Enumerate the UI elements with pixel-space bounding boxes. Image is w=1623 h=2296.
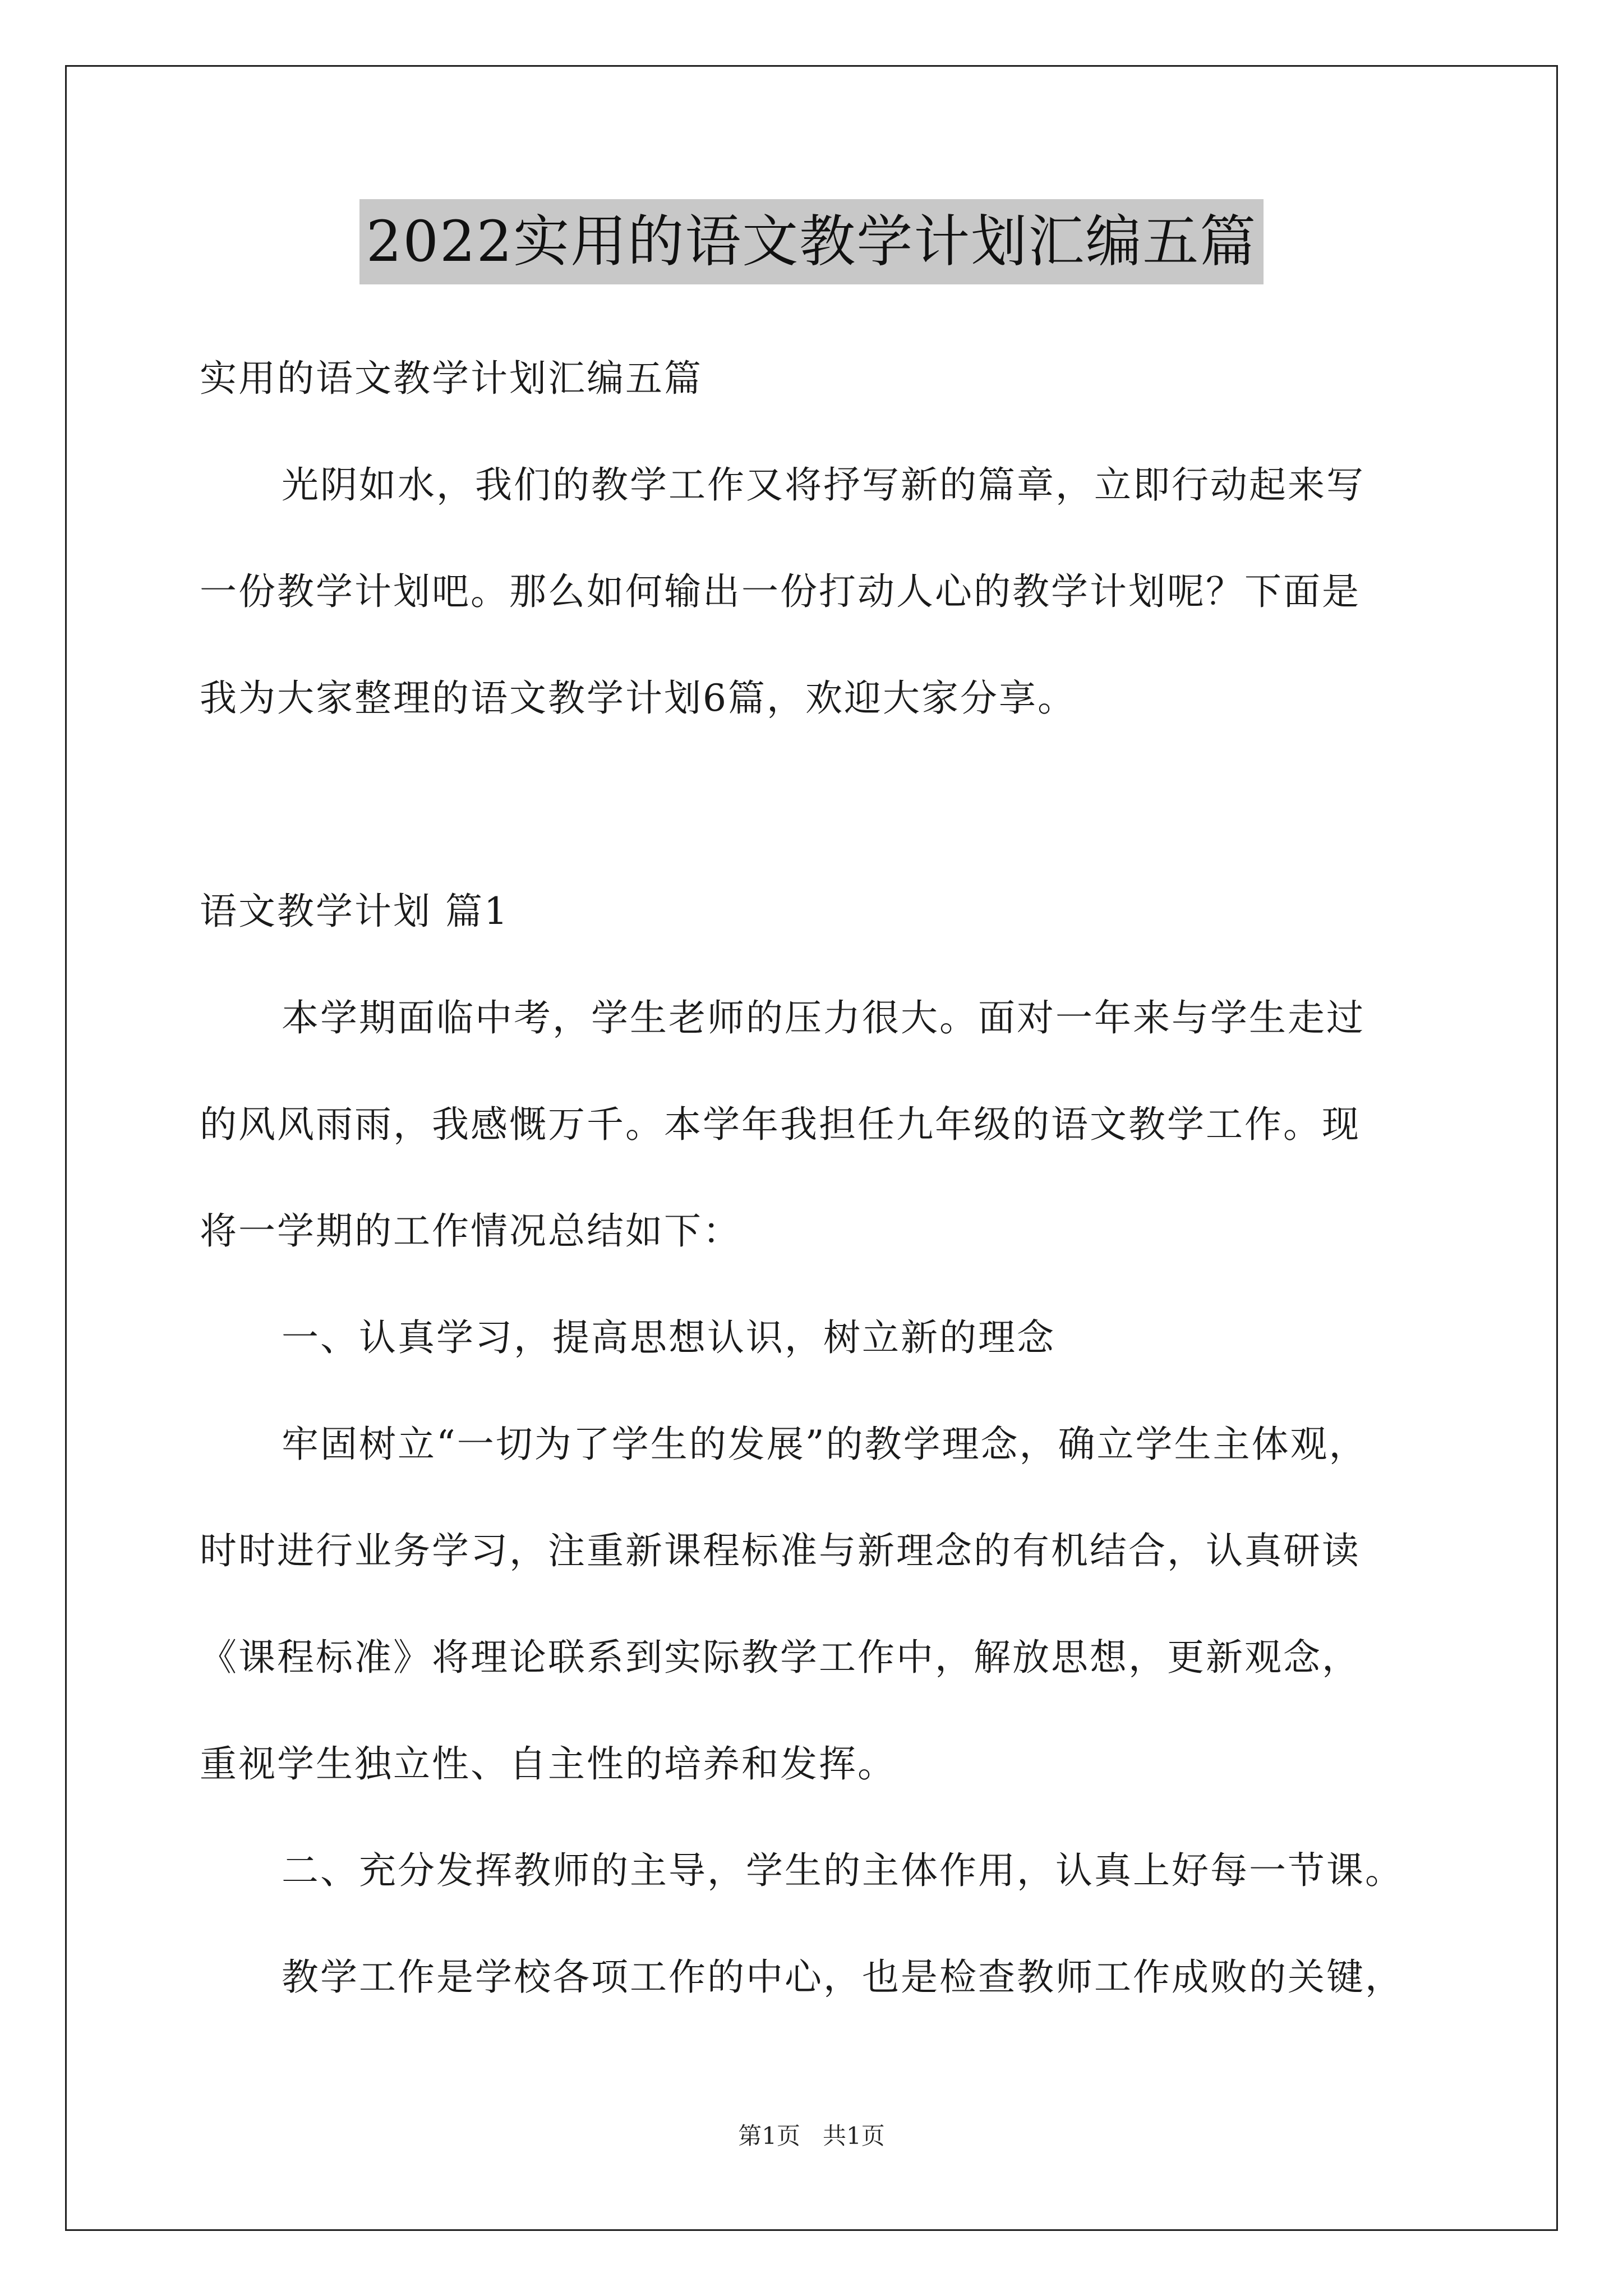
document-subtitle: 实用的语文教学计划汇编五篇 — [200, 357, 703, 400]
page-number-current: 第1页 — [738, 2122, 800, 2150]
page-footer — [0, 2119, 1623, 2153]
body-line-6: 时时进行业务学习，注重新课程标准与新理念的有机结合，认真研读 — [200, 1529, 1361, 1572]
body-line-7: 《课程标准》将理论联系到实际教学工作中，解放思想，更新观念， — [200, 1636, 1361, 1679]
body-line-5: 牢固树立“一切为了学生的发展”的教学理念，确立学生主体观， — [282, 1423, 1368, 1466]
document-title: 2022实用的语文教学计划汇编五篇 — [359, 199, 1264, 284]
page-number-total: 共1页 — [823, 2122, 885, 2150]
body-line-2: 的风风雨雨，我感慨万千。本学年我担任九年级的语文教学工作。现 — [200, 1103, 1361, 1146]
body-line-3: 将一学期的工作情况总结如下： — [200, 1209, 741, 1253]
body-heading-2: 二、充分发挥教师的主导，学生的主体作用，认真上好每一节课。 — [282, 1849, 1404, 1892]
intro-line-3: 我为大家整理的语文教学计划6篇，欢迎大家分享。 — [200, 677, 1076, 720]
body-line-10: 教学工作是学校各项工作的中心，也是检查教师工作成败的关键， — [282, 1955, 1404, 1999]
intro-line-2: 一份教学计划吧。那么如何输出一份打动人心的教学计划呢？下面是 — [200, 570, 1361, 613]
title-container — [0, 199, 1623, 284]
intro-line-1: 光阴如水，我们的教学工作又将抒写新的篇章，立即行动起来写 — [282, 463, 1365, 507]
body-line-1: 本学期面临中考，学生老师的压力很大。面对一年来与学生走过 — [282, 996, 1365, 1039]
body-heading-1: 一、认真学习，提高思想认识，树立新的理念 — [282, 1316, 1055, 1359]
section-heading: 语文教学计划 篇1 — [200, 890, 509, 933]
body-line-8: 重视学生独立性、自主性的培养和发挥。 — [200, 1742, 896, 1786]
